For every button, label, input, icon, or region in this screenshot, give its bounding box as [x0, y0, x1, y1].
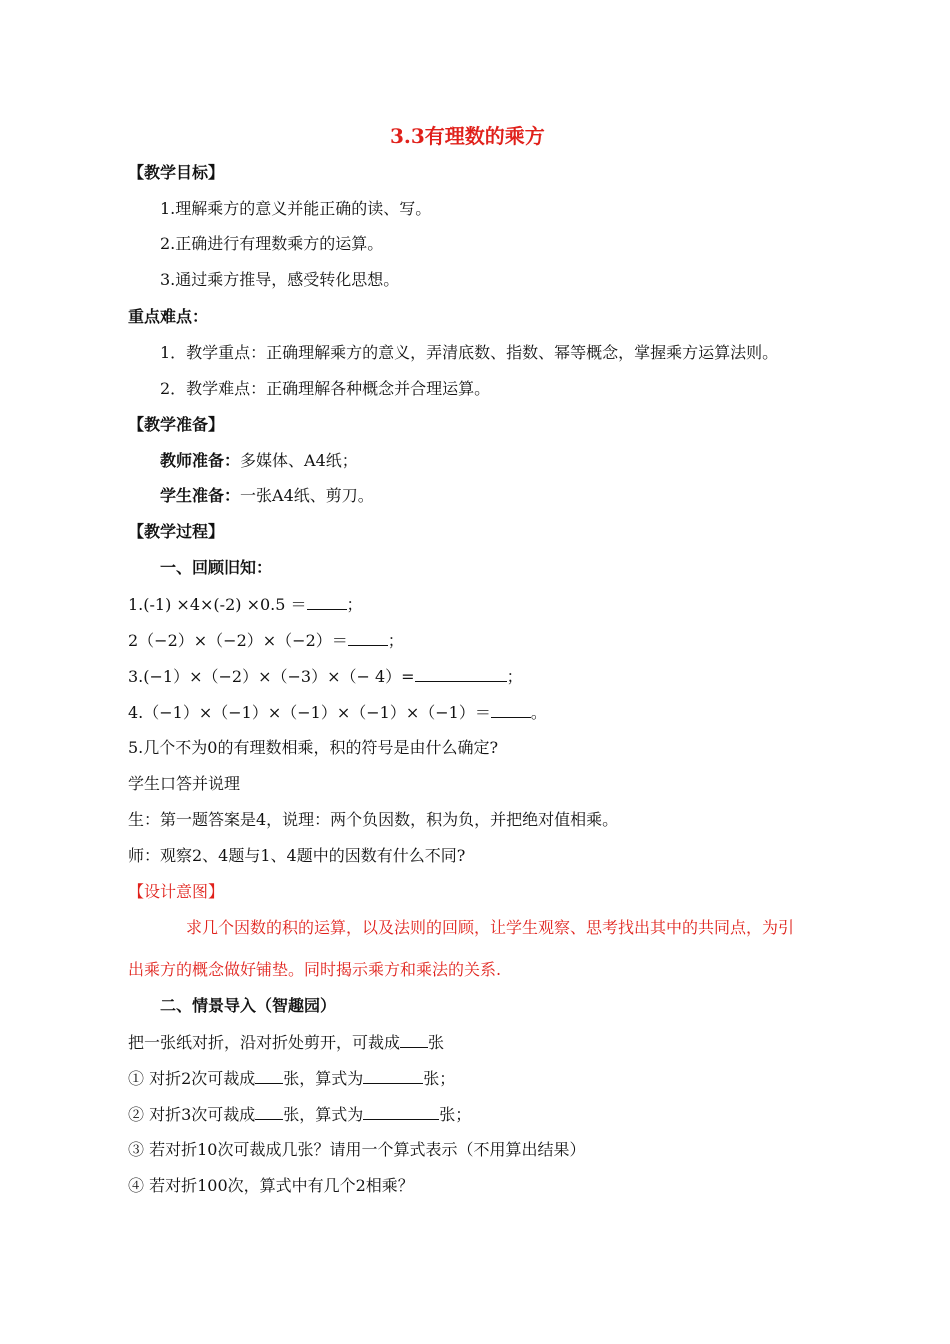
- answer-blank: [415, 666, 507, 682]
- answer-blank: [400, 1032, 428, 1048]
- review-question-1: [128, 594, 363, 615]
- student-preparation: [160, 486, 374, 506]
- answer-blank: [363, 1104, 439, 1120]
- objectives-heading: 【教学目标】: [128, 163, 225, 182]
- fold-intro-text: 把一张纸对折，沿对折处剪开，可裁成: [128, 1033, 401, 1052]
- answer-blank: [255, 1104, 283, 1120]
- review-question-5: 5.几个不为0的有理数相乘，积的符号是由什么确定?: [128, 738, 499, 757]
- fold-question-2: [128, 1104, 471, 1125]
- question-end: 张；: [423, 1069, 456, 1088]
- answer-blank: [307, 594, 347, 610]
- objective-item: 2.正确进行有理数乘方的运算。: [160, 234, 384, 253]
- design-intent-line: 出乘方的概念做好铺垫。同时揭示乘方和乘法的关系.: [128, 960, 502, 979]
- question-text: 张，算式为: [283, 1069, 364, 1088]
- question-text: ② 对折3次可裁成: [128, 1105, 256, 1124]
- design-intent-heading: 【设计意图】: [128, 882, 225, 901]
- objective-item: 1.理解乘方的意义并能正确的读、写。: [160, 199, 432, 218]
- fold-intro: [128, 1032, 444, 1053]
- question-text: 张，算式为: [283, 1105, 364, 1124]
- review-question-3: [128, 666, 523, 687]
- student-preparation-text: 一张A4纸、剪刀。: [240, 486, 374, 505]
- question-text: ① 对折2次可裁成: [128, 1069, 256, 1088]
- design-intent-line: 求几个因数的积的运算，以及法则的回顾，让学生观察、思考找出其中的共同点，为引: [186, 918, 795, 937]
- teacher-preparation-label: 教师准备：: [160, 451, 241, 470]
- student-answer-note: 学生口答并说理: [128, 774, 241, 793]
- key-points-heading: 重点难点：: [128, 307, 209, 326]
- preparation-heading: 【教学准备】: [128, 415, 225, 434]
- answer-blank: [348, 630, 388, 646]
- teacher-question: 师：观察2、4题与1、4题中的因数有什么不同?: [128, 846, 466, 865]
- question-end: 。: [530, 703, 547, 722]
- question-end: ；: [506, 667, 523, 686]
- question-end: ；: [346, 595, 363, 614]
- fold-question-3: ③ 若对折10次可裁成几张？请用一个算式表示（不用算出结果）: [128, 1140, 586, 1159]
- answer-blank: [363, 1068, 423, 1084]
- key-point-item: 1．教学重点：正确理解乘方的意义，弄清底数、指数、幂等概念，掌握乘方运算法则。: [160, 343, 779, 362]
- question-text: 4.（−1）×（−1）×（−1）×（−1）×（−1）＝: [128, 703, 491, 722]
- student-response: 生：第一题答案是4，说理：两个负因数，积为负，并把绝对值相乘。: [128, 810, 619, 829]
- scene-heading: 二、情景导入（智趣园）: [160, 996, 337, 1015]
- key-point-item: 2．教学难点：正确理解各种概念并合理运算。: [160, 379, 491, 398]
- fold-question-1: [128, 1068, 455, 1089]
- process-heading: 【教学过程】: [128, 522, 225, 541]
- question-text: 2（−2）×（−2）×（−2）＝: [128, 631, 348, 650]
- question-text: 1.(-1) ×4×(-2) ×0.5 ＝: [128, 595, 307, 614]
- question-text: 3.(−1）×（−2）×（−3）×（− 4）=: [128, 667, 415, 686]
- review-question-2: [128, 630, 404, 651]
- teacher-preparation: [160, 451, 358, 471]
- fold-intro-end: 张: [428, 1033, 445, 1052]
- answer-blank: [491, 702, 531, 718]
- fold-question-4: ④ 若对折100次，算式中有几个2相乘？: [128, 1176, 414, 1195]
- question-end: 张；: [439, 1105, 472, 1124]
- question-end: ；: [387, 631, 404, 650]
- teacher-preparation-text: 多媒体、A4纸；: [240, 451, 358, 470]
- objective-item: 3.通过乘方推导，感受转化思想。: [160, 270, 400, 289]
- student-preparation-label: 学生准备：: [160, 486, 241, 505]
- review-question-4: [128, 702, 547, 723]
- review-heading: 一、回顾旧知：: [160, 558, 273, 577]
- answer-blank: [255, 1068, 283, 1084]
- page-title: 3.3有理数的乘方: [390, 124, 545, 148]
